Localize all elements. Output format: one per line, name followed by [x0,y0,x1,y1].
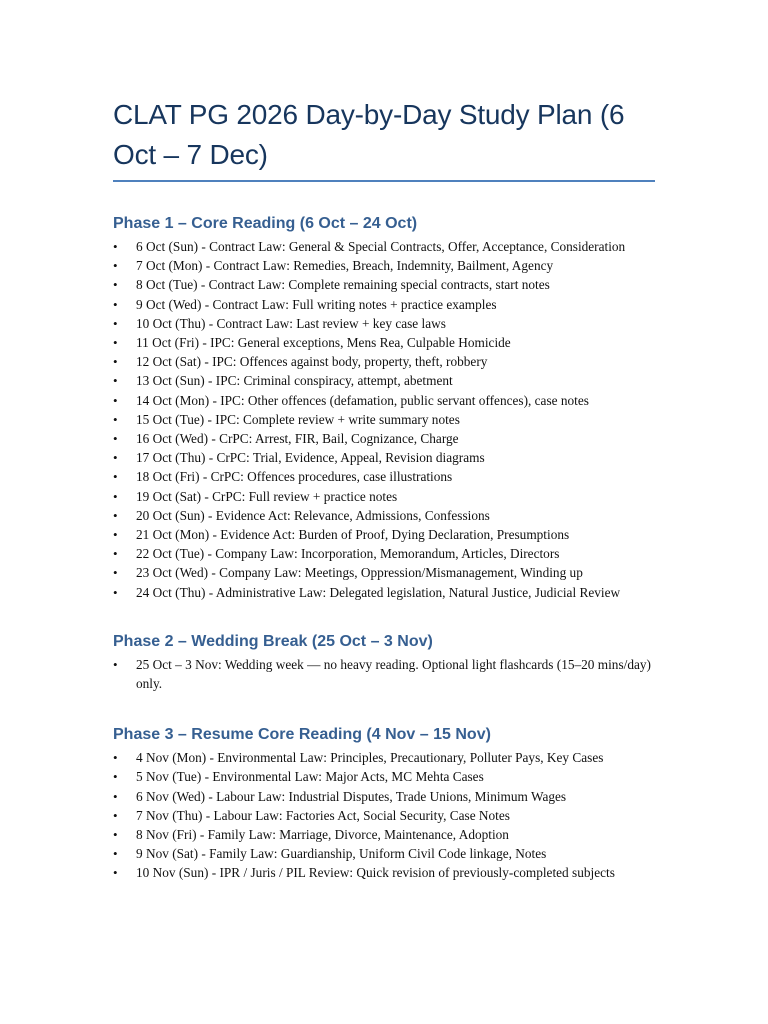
bullet-icon: • [113,392,118,408]
bullet-icon: • [113,527,118,543]
list-item: • 17 Oct (Thu) - CrPC: Trial, Evidence, Appeal, Revision diagrams [113,448,658,467]
phase-3-list [113,748,658,882]
bullet-icon: • [113,335,118,351]
list-item: • 6 Nov (Wed) - Labour Law: Industrial Disputes, Trade Unions, Minimum Wages [113,787,658,806]
list-item: • 5 Nov (Tue) - Environmental Law: Major Acts, MC Mehta Cases [113,767,658,786]
bullet-icon: • [113,354,118,370]
phase-1-section [113,182,658,602]
list-item: • 6 Oct (Sun) - Contract Law: General & Special Contracts, Offer, Acceptance, Consideration [113,237,658,256]
phase-1-list [113,237,658,602]
bullet-icon: • [113,546,118,562]
list-item: • 10 Oct (Thu) - Contract Law: Last review + key case laws [113,314,658,333]
list-item: • 15 Oct (Tue) - IPC: Complete review + write summary notes [113,410,658,429]
list-item: • 22 Oct (Tue) - Company Law: Incorporation, Memorandum, Articles, Directors [113,544,658,563]
phase-3-section [113,693,658,882]
phase-1-heading: Phase 1 – Core Reading (6 Oct – 24 Oct) [113,215,418,232]
list-item: • 24 Oct (Thu) - Administrative Law: Delegated legislation, Natural Justice, Judicial Review [113,583,658,602]
list-item: • 14 Oct (Mon) - IPC: Other offences (defamation, public servant offences), case notes [113,391,658,410]
bullet-icon: • [113,865,118,881]
list-item: • 25 Oct – 3 Nov: Wedding week — no heavy reading. Optional light flashcards (15–20 mins/day) only. [113,656,651,692]
list-item: • 12 Oct (Sat) - IPC: Offences against body, property, theft, robbery [113,352,658,371]
list-item: • 23 Oct (Wed) - Company Law: Meetings, Oppression/Mismanagement, Winding up [113,563,658,582]
bullet-icon: • [113,846,118,862]
document-title: CLAT PG 2026 Day-by-Day Study Plan (6 Oct – 7 Dec) [113,99,625,170]
list-item: • 4 Nov (Mon) - Environmental Law: Principles, Precautionary, Polluter Pays, Key Cases [113,748,658,767]
document-page [113,0,658,883]
bullet-icon: • [113,239,118,254]
phase-2-list [113,655,658,693]
bullet-icon: • [113,788,118,804]
bullet-icon: • [113,469,118,485]
bullet-icon: • [113,584,118,600]
bullet-icon: • [113,296,118,312]
bullet-icon: • [113,656,118,672]
list-item: • 7 Nov (Thu) - Labour Law: Factories Act, Social Security, Case Notes [113,806,658,825]
bullet-icon: • [113,277,118,293]
list-item: • 9 Nov (Sat) - Family Law: Guardianship, Uniform Civil Code linkage, Notes [113,844,658,863]
bullet-icon: • [113,750,118,766]
bullet-icon: • [113,450,118,466]
bullet-icon: • [113,258,118,274]
list-item: • 20 Oct (Sun) - Evidence Act: Relevance, Admissions, Confessions [113,506,658,525]
bullet-icon: • [113,411,118,427]
list-item: • 10 Nov (Sun) - IPR / Juris / PIL Review: Quick revision of previously-completed subjects [113,863,658,882]
phase-2-heading: Phase 2 – Wedding Break (25 Oct – 3 Nov) [113,632,433,650]
list-item: • 19 Oct (Sat) - CrPC: Full review + practice notes [113,487,658,506]
list-item: • 8 Nov (Fri) - Family Law: Marriage, Divorce, Maintenance, Adoption [113,825,658,844]
bullet-icon: • [113,827,118,843]
list-item: • 9 Oct (Wed) - Contract Law: Full writing notes + practice examples [113,295,658,314]
phase-3-heading: Phase 3 – Resume Core Reading (4 Nov – 15 Nov) [113,726,491,744]
phase-2-section [113,602,658,693]
bullet-icon: • [113,488,118,504]
bullet-icon: • [113,373,118,389]
list-item: • 18 Oct (Fri) - CrPC: Offences procedures, case illustrations [113,467,658,486]
bullet-icon: • [113,507,118,523]
list-item: • 7 Oct (Mon) - Contract Law: Remedies, Breach, Indemnity, Bailment, Agency [113,256,658,275]
bullet-icon: • [113,315,118,331]
list-item: • 11 Oct (Fri) - IPC: General exceptions, Mens Rea, Culpable Homicide [113,333,658,352]
bullet-icon: • [113,807,118,823]
bullet-icon: • [113,565,118,581]
list-item: • 8 Oct (Tue) - Contract Law: Complete remaining special contracts, start notes [113,275,658,294]
bullet-icon: • [113,431,118,447]
bullet-icon: • [113,769,118,785]
list-item: • 16 Oct (Wed) - CrPC: Arrest, FIR, Bail, Cognizance, Charge [113,429,658,448]
list-item: • 13 Oct (Sun) - IPC: Criminal conspiracy, attempt, abetment [113,371,658,390]
list-item: • 21 Oct (Mon) - Evidence Act: Burden of Proof, Dying Declaration, Presumptions [113,525,658,544]
